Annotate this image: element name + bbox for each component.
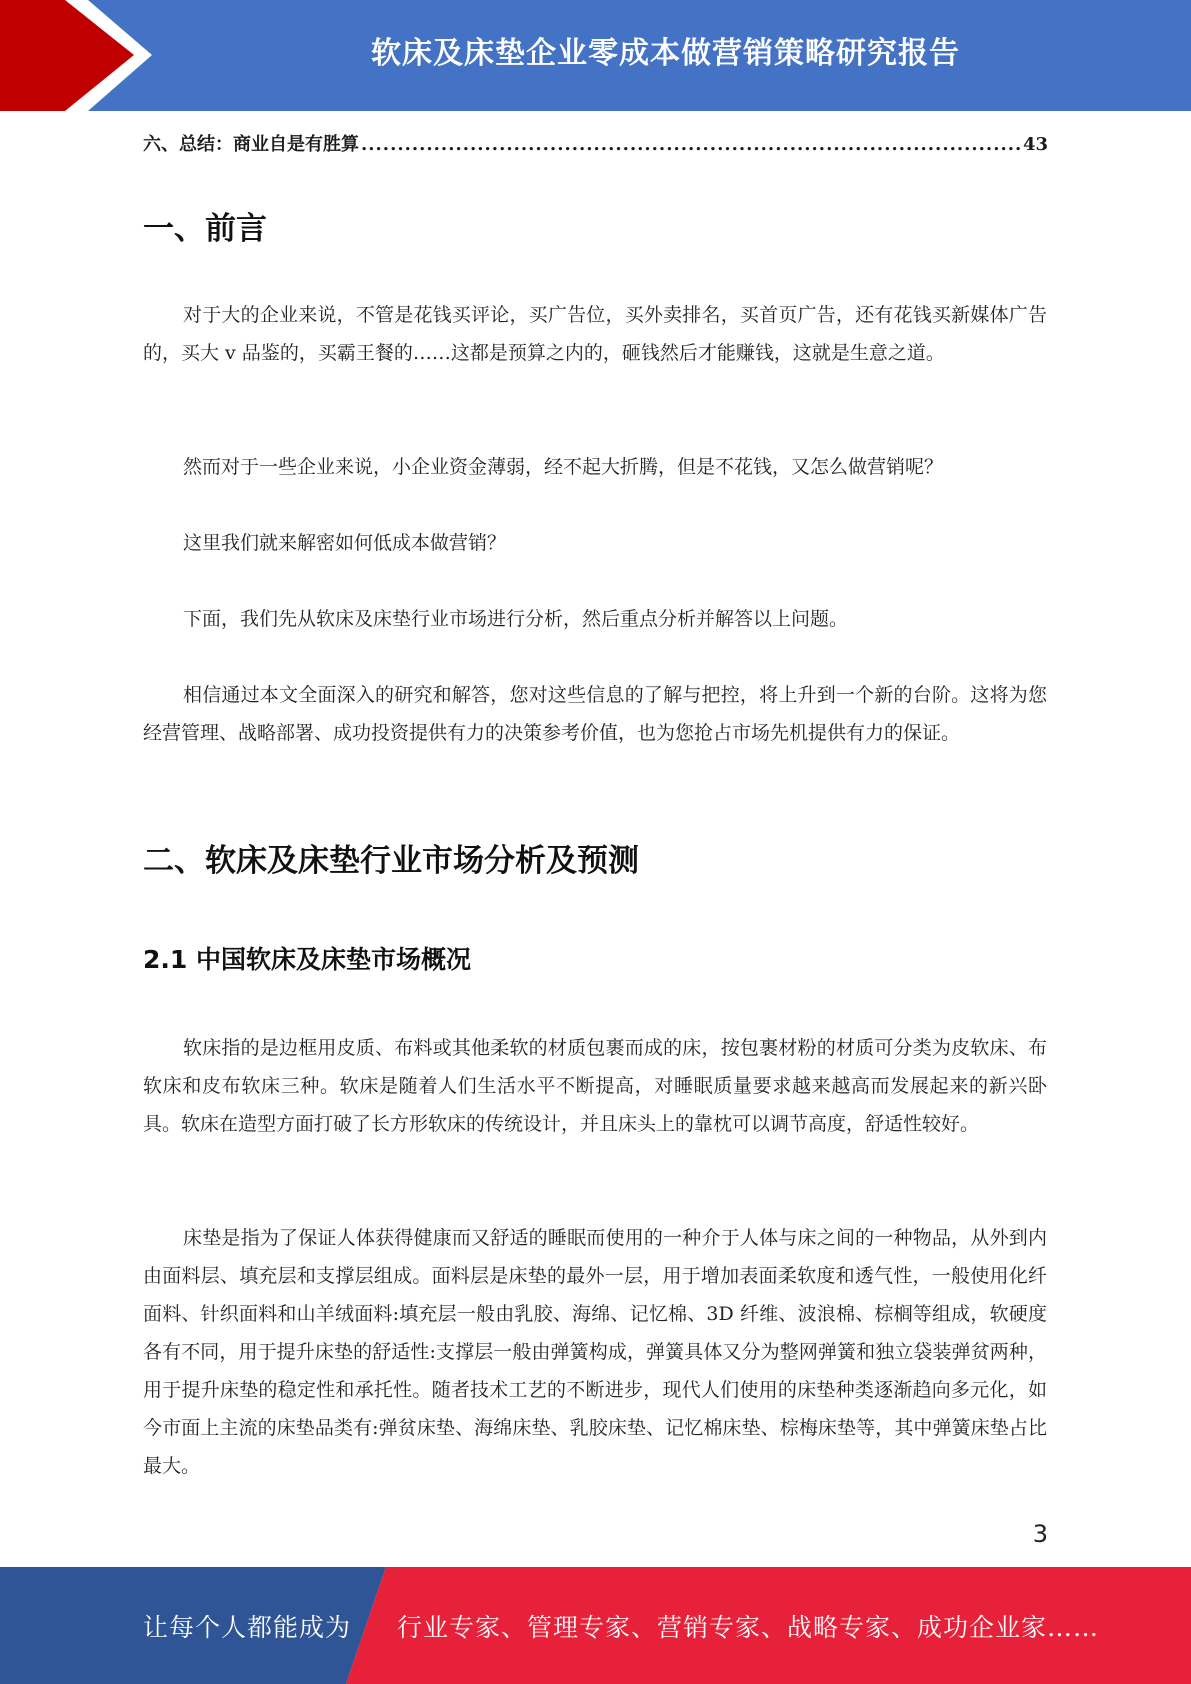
paragraph: 对于大的企业来说，不管是花钱买评论，买广告位，买外卖排名，买首页广告，还有花钱买新媒体广告的，买大 v 品鉴的，买霸王餐的……这都是预算之内的，砸钱然后才能赚钱，这就是生意之道。 [143,304,1047,364]
page-header [0,0,1191,111]
paragraph: 这里我们就来解密如何低成本做营销？ [183,532,507,554]
paragraph: 相信通过本文全面深入的研究和解答，您对这些信息的了解与把控，将上升到一个新的台阶。这将为您经营管理、战略部署、成功投资提供有力的决策参考价值，也为您抢占市场先机提供有力的保证。 [143,684,1047,744]
subsection-heading: 2.1 中国软床及床垫市场概况 [143,945,471,974]
paragraph: 软床指的是边框用皮质、布料或其他柔软的材质包裹而成的床，按包裹材粉的材质可分类为皮软床、布软床和皮布软床三种。软床是随着人们生活水平不断提高，对睡眠质量要求越来越高而发展起来的新兴卧具。软床在造型方面打破了长方形软床的传统设计，并且床头上的靠枕可以调节高度，舒适性较好。 [143,1037,1047,1135]
footer-slogan-right: 行业专家、管理专家、营销专家、战略专家、成功企业家…… [397,1612,1100,1642]
section-heading-market-analysis: 二、软床及床垫行业市场分析及预测 [143,843,639,879]
toc-entry[interactable] [143,130,1048,156]
toc-dot-leader [361,134,1021,155]
toc-entry-label: 六、总结：商业自是有胜算 [143,134,359,155]
document-title: 软床及床垫企业零成本做营销策略研究报告 [371,36,960,71]
paragraph: 然而对于一些企业来说，小企业资金薄弱，经不起大折腾，但是不花钱，又怎么做营销呢？ [183,456,944,478]
section-heading-preface: 一、前言 [143,211,267,247]
header-arrow-decoration [0,0,160,111]
page-footer [0,1567,1191,1684]
footer-slogan-left: 让每个人都能成为 [143,1612,352,1642]
paragraph: 下面，我们先从软床及床垫行业市场进行分析，然后重点分析并解答以上问题。 [183,608,849,630]
page-number: 3 [1032,1520,1048,1548]
toc-entry-page: 43 [1022,134,1048,155]
paragraph: 床垫是指为了保证人体获得健康而又舒适的睡眠而使用的一种介于人体与床之间的一种物品，从外到内由面料层、填充层和支撑层组成。面料层是床垫的最外一层，用于增加表面柔软度和透气性，一般使用化纤面料、针织面料和山羊绒面料:填充层一般由乳胶、海绵、记忆棉、3D 纤维、波浪棉、棕榈等组成，软硬度各有不同，用于提升床垫的舒适性:支撑层一般由弹簧构成，弹簧具体又分为整网弹簧和独立袋装弹贫两种，用于提升床垫的稳定性和承托性。随者技术工艺的不断进步，现代人们使用的床垫种类逐渐趋向多元化，如今市面上主流的床垫品类有:弹贫床垫、海绵床垫、乳胶床垫、记忆棉床垫、棕梅床垫等，其中弹簧床垫占比最大。 [143,1227,1047,1477]
